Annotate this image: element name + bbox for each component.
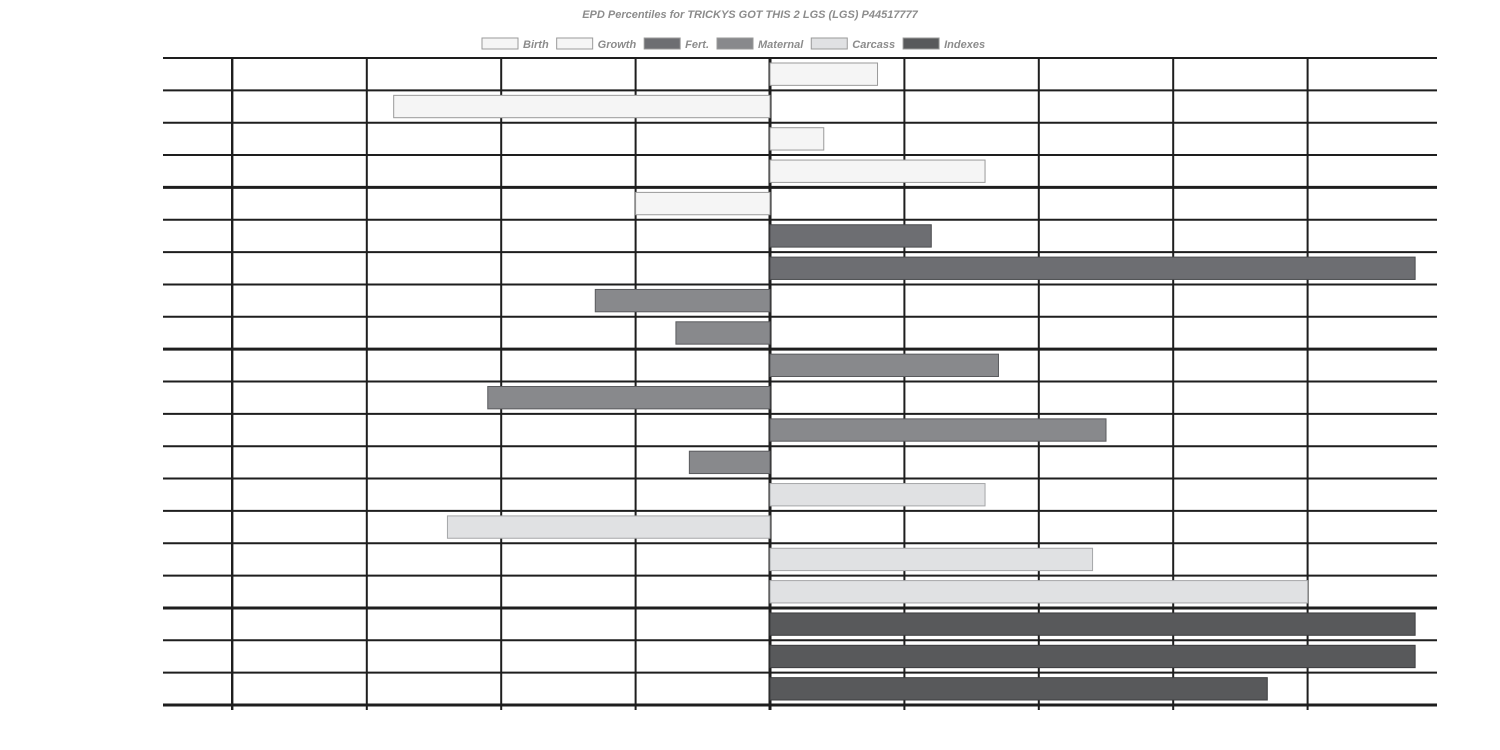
bar-birth-0 (770, 63, 878, 85)
legend-item (811, 38, 895, 51)
legend-label: Birth (523, 39, 549, 51)
legend-swatch (557, 38, 593, 49)
legend-label: Growth (597, 39, 637, 51)
bar-carcass-14 (447, 516, 770, 538)
bar-indexes-18 (770, 645, 1415, 667)
bar-birth-2 (770, 128, 824, 150)
legend-label: Carcass (852, 39, 896, 51)
bar-maternal-11 (770, 419, 1106, 441)
bar-maternal-9 (770, 354, 998, 376)
bar-carcass-15 (770, 548, 1093, 570)
legend-item (644, 38, 709, 51)
legend-swatch (644, 38, 680, 49)
legend-swatch (717, 38, 753, 49)
legend-swatch (811, 38, 847, 49)
legend-label: Fert. (685, 39, 710, 51)
legend-item (557, 38, 637, 51)
bar-maternal-8 (676, 322, 770, 344)
legend-item (482, 38, 549, 51)
legend-label: Maternal (758, 39, 804, 51)
legend-swatch (482, 38, 518, 49)
bar-maternal-12 (689, 451, 770, 473)
bar-birth-1 (394, 95, 770, 117)
bar-birth-3 (770, 160, 985, 182)
bar-fert-6 (770, 257, 1415, 279)
bar-carcass-16 (770, 581, 1308, 603)
legend-item (717, 38, 804, 51)
bar-carcass-13 (770, 484, 985, 506)
chart-grid (163, 58, 1437, 710)
legend-label: Indexes (944, 39, 986, 51)
bar-birth-4 (636, 192, 770, 214)
legend-item (903, 38, 985, 51)
legend-swatch (903, 38, 939, 49)
chart-title: EPD Percentiles for TRICKYS GOT THIS 2 LGS (LGS) P44517777 (582, 9, 918, 21)
chart-legend (482, 38, 985, 51)
bar-indexes-19 (770, 678, 1267, 700)
bar-indexes-17 (770, 613, 1415, 635)
bar-maternal-7 (595, 289, 770, 311)
bar-fert-5 (770, 225, 931, 247)
bar-maternal-10 (488, 387, 770, 409)
